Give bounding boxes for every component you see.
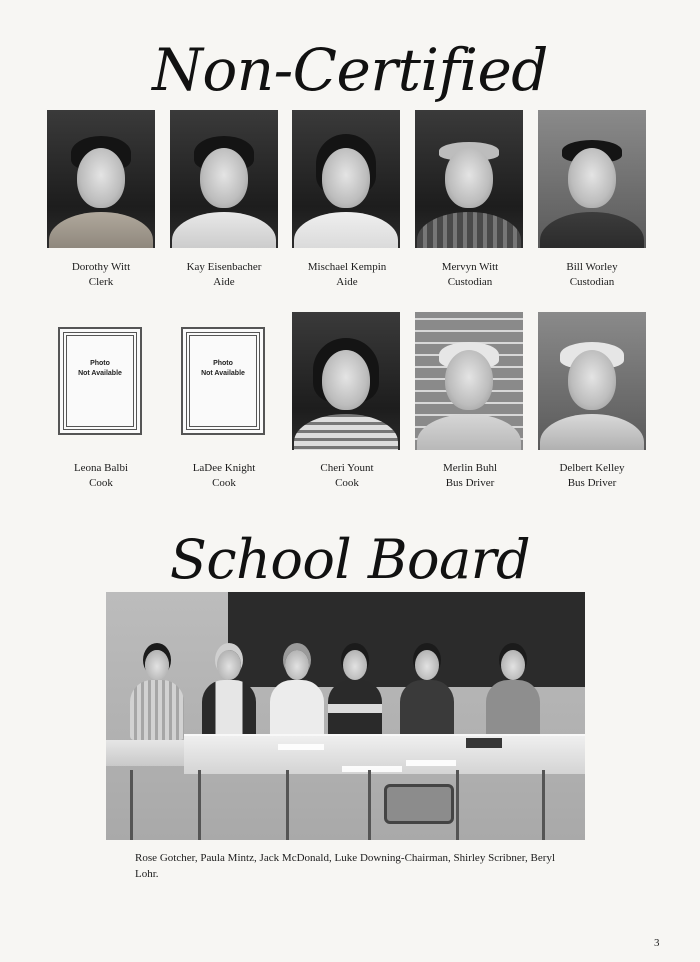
portrait-bill-worley bbox=[538, 110, 646, 248]
portrait-cheri-yount bbox=[292, 312, 400, 450]
photo-not-available-leona-balbi bbox=[58, 327, 142, 435]
staff-name: Kay Eisenbacher bbox=[186, 261, 262, 273]
staff-role: Custodian bbox=[447, 276, 493, 288]
staff-name: Delbert Kelley bbox=[559, 462, 625, 474]
staff-role: Clerk bbox=[88, 276, 114, 288]
page-number: 3 bbox=[654, 937, 660, 949]
staff-role: Custodian bbox=[569, 276, 615, 288]
caption-staff-3 bbox=[277, 260, 417, 290]
placeholder-line-1: Photo bbox=[90, 360, 110, 367]
caption-staff-1 bbox=[31, 260, 171, 290]
photo-not-available-ladee-knight bbox=[181, 327, 265, 435]
portrait-mervyn-witt bbox=[415, 110, 523, 248]
portrait-dorothy-witt bbox=[47, 110, 155, 248]
caption-staff-6 bbox=[31, 461, 171, 491]
staff-role: Bus Driver bbox=[567, 477, 617, 489]
school-board-heading: School Board bbox=[169, 528, 531, 591]
portrait-kay-eisenbacher bbox=[170, 110, 278, 248]
non-certified-heading: Non-Certified bbox=[152, 36, 548, 104]
portrait-delbert-kelley bbox=[538, 312, 646, 450]
staff-name: Bill Worley bbox=[566, 261, 618, 273]
staff-name: Mervyn Witt bbox=[441, 261, 499, 273]
caption-staff-4 bbox=[400, 260, 540, 290]
placeholder-line-1: Photo bbox=[213, 360, 233, 367]
staff-role: Aide bbox=[336, 276, 358, 288]
staff-role: Cook bbox=[212, 477, 236, 489]
portrait-mischael-kempin bbox=[292, 110, 400, 248]
portrait-merlin-buhl bbox=[415, 312, 523, 450]
school-board-photo bbox=[106, 592, 585, 840]
staff-name: Cheri Yount bbox=[320, 462, 374, 474]
school-board-caption: Rose Gotcher, Paula Mintz, Jack McDonald, Luke Downing-Chairman, Shirley Scribner, Beryl Lohr. bbox=[135, 852, 555, 880]
staff-name: Dorothy Witt bbox=[71, 261, 131, 273]
caption-staff-9 bbox=[400, 461, 540, 491]
staff-name: LaDee Knight bbox=[192, 462, 256, 474]
staff-role: Cook bbox=[335, 477, 359, 489]
caption-staff-10 bbox=[522, 461, 662, 491]
staff-role: Bus Driver bbox=[445, 477, 495, 489]
caption-staff-8 bbox=[277, 461, 417, 491]
caption-staff-5 bbox=[522, 260, 662, 290]
staff-name: Leona Balbi bbox=[73, 462, 129, 474]
caption-staff-2 bbox=[154, 260, 294, 290]
staff-role: Aide bbox=[213, 276, 235, 288]
staff-role: Cook bbox=[89, 477, 113, 489]
caption-staff-7 bbox=[154, 461, 294, 491]
placeholder-line-2: Not Available bbox=[78, 370, 122, 377]
staff-name: Merlin Buhl bbox=[442, 462, 498, 474]
staff-name: Mischael Kempin bbox=[307, 261, 387, 273]
placeholder-line-2: Not Available bbox=[201, 370, 245, 377]
